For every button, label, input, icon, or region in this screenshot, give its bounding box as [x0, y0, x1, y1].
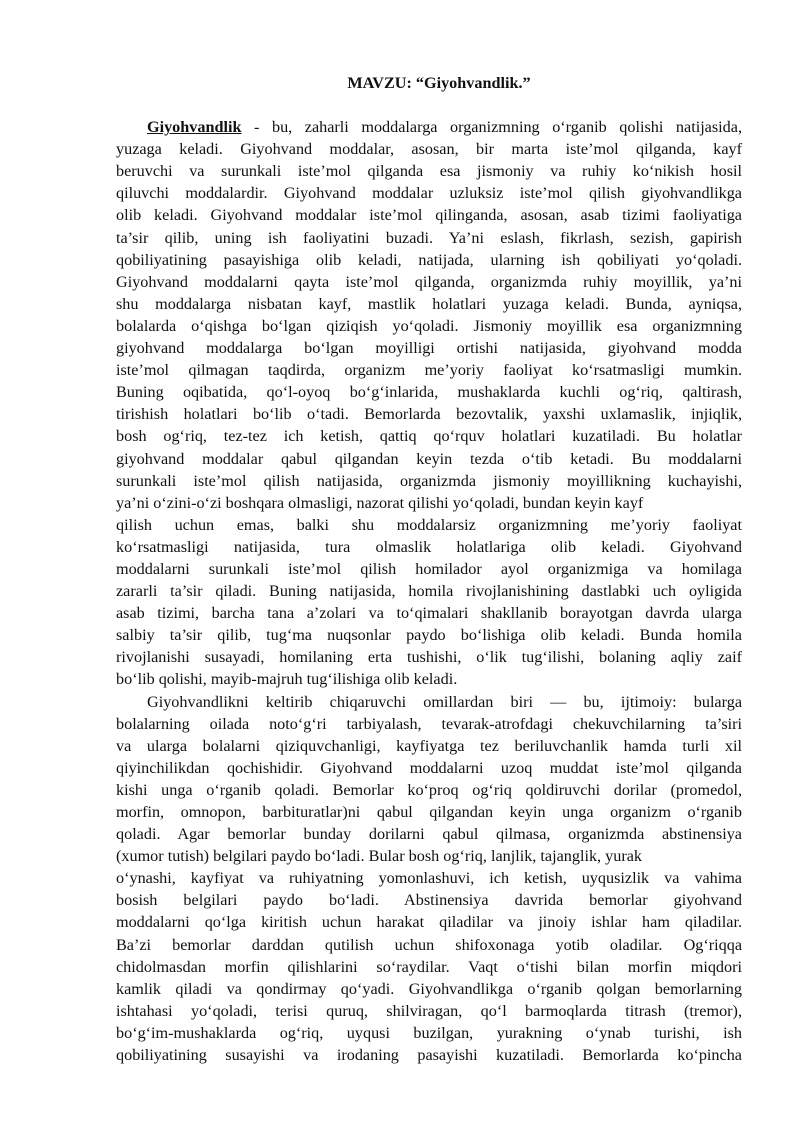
- paragraph-2-first-line: [116, 691, 742, 713]
- text-line: qobiliyatining susayishi va irodaning pasayishi kuzatiladi. Bemorlarda ko‘pincha: [116, 1046, 742, 1065]
- text-line: kishi unga o‘rganib qoladi. Bemorlar ko‘proq og‘riq qoldiruvchi dorilar (promedol,: [116, 780, 742, 799]
- text-line: qiyinchilikdan qochishidir. Giyohvand moddalarni uzoq muddat iste’mol qilganda: [116, 758, 742, 777]
- text-line: yuzaga keladi. Giyohvand moddalar, asosan, bir marta iste’mol qilganda, kayf: [116, 140, 742, 159]
- text-line: qoladi. Agar bemorlar bunday dorilarni qabul qilmasa, organizmda abstinensiya: [116, 825, 742, 844]
- text-line: chidolmasdan morfin qilishlarini so‘raydilar. Vaqt o‘tishi bilan morfin miqdori: [116, 957, 742, 976]
- text-line: moddalarni surunkali iste’mol qilish homilador ayol organizmiga va homilaga: [116, 559, 742, 578]
- text-line: bo‘g‘im-mushaklarda og‘riq, uyqusi buzilgan, yurakning o‘ynab turishi, ish: [116, 1023, 742, 1042]
- text-line: bolalarda o‘qishga bo‘lgan qiziqish yo‘qoladi. Jismoniy moyillik esa organizmning: [116, 316, 742, 335]
- text-line: kamlik qiladi va qondirmay qo‘yadi. Giyohvandlikga o‘rganib qolgan bemorlarning: [116, 979, 742, 998]
- text-line: (xumor tutish) belgilari paydo bo‘ladi. Bular bosh og‘riq, lanjlik, tajanglik, yurak: [116, 847, 642, 866]
- text-line: beruvchi va surunkali iste’mol qilganda esa jismoniy va ruhiy ko‘nikish hosil: [116, 162, 742, 181]
- page-title: MAVZU: “Giyohvandlik.”: [347, 74, 531, 92]
- text-line: ko‘rsatmasligi natijasida, tura olmaslik holatlariga olib keladi. Giyohvand: [116, 537, 742, 556]
- text-line: ta’sir qilib, uning ish faoliyatini buzadi. Ya’ni eslash, fikrlash, sezish, gapirish: [116, 228, 742, 247]
- paragraph-2: [116, 691, 742, 1067]
- text-line: giyohvand moddalarga bo‘lgan moyilligi ortishi natijasida, giyohvand modda: [116, 339, 742, 358]
- text-line: qobiliyatining pasayishiga olib keladi, natijada, ularning ish qobiliyati yo‘qoladi.: [116, 250, 742, 269]
- lead-term: Giyohvandlik: [147, 118, 242, 137]
- text-line: tirishish holatlari bo‘lib o‘tadi. Bemorlarda bezovtalik, yaxshi uxlamaslik, injiqlik,: [116, 405, 742, 424]
- text-line: zararli ta’sir qiladi. Buning natijasida, homila rivojlanishining dastlabki uch oyligida: [116, 582, 742, 601]
- text-line: giyohvand moddalar qabul qilgandan keyin tezda o‘tib ketadi. Bu moddalarni: [116, 449, 742, 468]
- text-line: Giyohvand moddalarni qayta iste’mol qilganda, organizmda ruhiy moyillik, ya’ni: [116, 272, 742, 291]
- text-line: shu moddalarga nisbatan kayf, mastlik holatlari yuzaga keladi. Bunda, ayniqsa,: [116, 294, 742, 313]
- text-line: ishtahasi yo‘qoladi, terisi quruq, shilviragan, qo‘l barmoqlarda titrash (tremor),: [116, 1001, 742, 1020]
- text-line: va ularga bolalarni qiziquvchanligi, kayfiyatga tez beriluvchanlik hamda turli xil: [116, 736, 742, 755]
- text-line: qilish uchun emas, balki shu moddalarsiz organizmning me’yoriy faoliyat: [116, 515, 742, 534]
- text-line: surunkali iste’mol qilish natijasida, organizmda jismoniy moyillikning kuchayishi,: [116, 471, 742, 490]
- text-line: Giyohvandlikni keltirib chiqaruvchi omillardan biri — bu, ijtimoiy: bularga: [147, 692, 742, 711]
- text-line: salbiy ta’sir qilib, tug‘ma nuqsonlar paydo bo‘lishiga olib keladi. Bunda homila: [116, 626, 742, 645]
- text-line: bosish belgilari paydo bo‘ladi. Abstinensiya davrida bemorlar giyohvand: [116, 891, 742, 910]
- paragraph-1-first-line: [116, 116, 742, 138]
- text-line: morfin, omnopon, barbituratlar)ni qabul qilgandan keyin unga organizm o‘rganib: [116, 803, 742, 821]
- text-line: iste’mol qilmagan taqdirda, organizm me’yoriy faoliyat ko‘rsatmasligi mumkin.: [116, 361, 742, 380]
- text-line: moddalarni qo‘lga kiritish uchun harakat qiladilar va jinoiy ishlar ham qiladilar.: [116, 913, 742, 932]
- text-line: - bu, zaharli moddalarga organizmning o‘rganib qolishi natijasida,: [241, 118, 742, 137]
- text-line: bosh og‘riq, tez-tez ich ketish, qattiq qo‘rquv holatlari kuzatiladi. Bu holatlar: [116, 427, 742, 446]
- text-line: Buning oqibatida, qo‘l-oyoq bo‘g‘inlarida, mushaklarda kuchli og‘riq, qaltirash,: [116, 383, 742, 402]
- text-line: bolalarning oilada noto‘g‘ri tarbiyalash, tevarak-atrofdagi chekuvchilarning ta’siri: [116, 714, 742, 733]
- text-line: asab tizimi, barcha tana a’zolari va to‘qimalari shakllanib borayotgan davrda ularga: [116, 604, 742, 623]
- text-line: Ba’zi bemorlar darddan qutilish uchun shifoxonaga yotib oladilar. Og‘riqqa: [116, 935, 742, 954]
- text-line: ya’ni o‘zini-o‘zi boshqara olmasligi, nazorat qilishi yo‘qoladi, bundan keyin kayf: [116, 493, 644, 512]
- text-line: bo‘lib qolishi, mayib-majruh tug‘ilishiga olib keladi.: [116, 670, 458, 689]
- text-line: rivojlanishi susayadi, homilaning erta tushishi, o‘lik tug‘ilishi, bolaning aqliy zaif: [116, 648, 742, 667]
- text-line: qiluvchi moddalardir. Giyohvand moddalar uzluksiz iste’mol qilish giyohvandlikga: [116, 184, 742, 203]
- text-line: olib keladi. Giyohvand moddalar iste’mol qilinganda, asosan, asab tizimi faoliyatiga: [116, 206, 742, 225]
- text-line: o‘ynashi, kayfiyat va ruhiyatning yomonlashuvi, ich ketish, uyqusizlik va vahima: [116, 869, 742, 888]
- paragraph-1: [116, 116, 742, 690]
- document-page: [116, 72, 742, 1066]
